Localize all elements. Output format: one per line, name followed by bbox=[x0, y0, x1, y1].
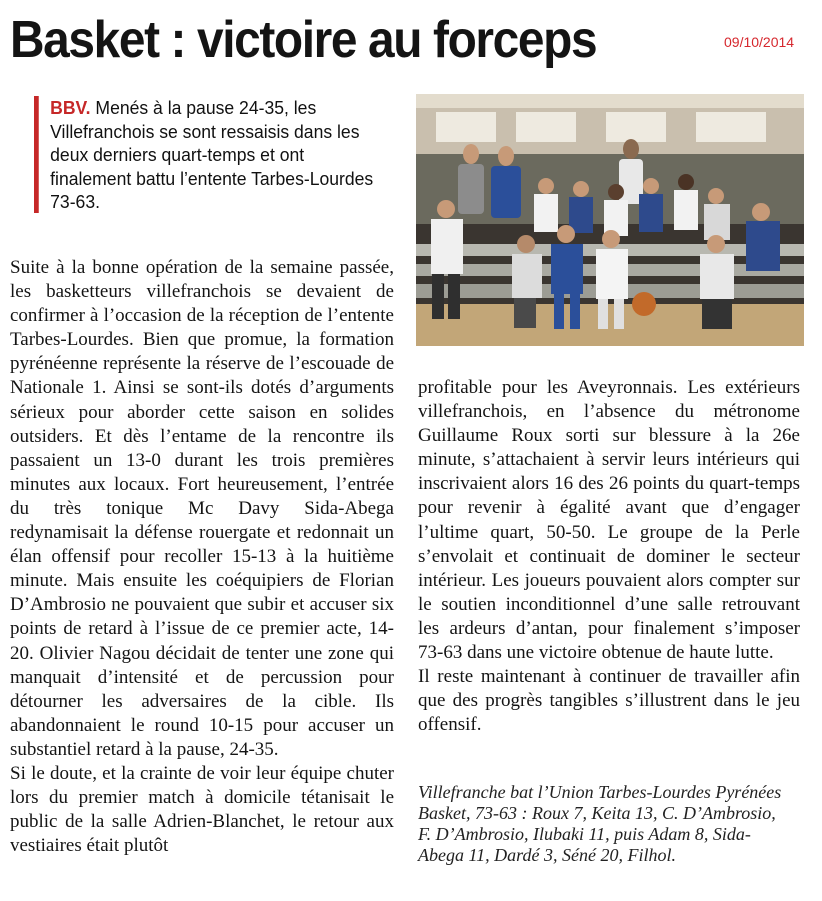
paragraph: Suite à la bonne opération de la semaine passée, les basketteurs villefranchois se devaient de confirmer à l’occasion de la réception de l’entente Tarbes-Lourdes. Bien que promue, la formation pyrénéenne représente la réserve de l’escouade de Nationale 1. Ainsi se sont-ils dotés d’arguments sérieux pour aborder cette saison en solides outsiders. Et dès l’entame de la rencontre ils passaient un 13-0 durant les trois premières minutes aux locaux. Fort heureusement, l’entrée du très tonique Mc Davy Sida-Abega redynamisait la défense rouergate et redonnait un élan offensif pour recoller 15-13 à la huitième minute. Mais ensuite les coéquipiers de Florian D’Ambrosio ne pouvaient que subir et accuser six points de retard à l’issue de ce premier acte, 14-20. Olivier Nagou décidait de tenter une zone qui manquait d’intensité et de percussion pour détourner les adversaires de la cible. Ils abandonnaient le round 10-15 pour accuser un substantiel retard à la pause, 24-35. bbox=[10, 257, 394, 760]
team-photo-image bbox=[416, 94, 804, 346]
article-column-1 bbox=[10, 256, 394, 858]
article-headline: Basket : victoire au forceps bbox=[10, 11, 597, 69]
lede-tag: BBV. bbox=[50, 97, 91, 118]
article-column-2 bbox=[418, 376, 800, 737]
match-result-box: Villefranche bat l’Union Tarbes-Lourdes Pyrénées Basket, 73-63 : Roux 7, Keita 13, C. D’Ambrosio, F. D’Ambrosio, Ilubaki 11, puis Adam 8, Sida-Abega 11, Dardé 3, Séné 20, Filhol. bbox=[418, 782, 782, 865]
article-lede bbox=[34, 96, 389, 213]
paragraph: profitable pour les Aveyronnais. Les extérieurs villefranchois, en l’absence du métronome Guillaume Roux sorti sur blessure à la 26e minute, s’attachaient à servir leurs intérieurs qui inscrivaient alors 16 des 26 points du quart-temps pour revenir à égalité avant que d’engager l’ultime quart, 50-50. Le groupe de la Perle s’envolait et continuait de dominer le secteur intérieur. Les joueurs pouvaient alors compter sur le soutien inconditionnel d’une salle retrouvant les ardeurs d’antan, pour finalement s’imposer 73-63 dans une victoire obtenue de haute lutte. bbox=[418, 377, 800, 664]
article-date: 09/10/2014 bbox=[724, 34, 795, 50]
paragraph: Si le doute, et la crainte de voir leur équipe chuter lors du premier match à domicile tétanisait le public de la salle Adrien-Blanchet, le retour aux vestiaires était plutôt bbox=[10, 762, 394, 857]
team-photo bbox=[416, 94, 804, 346]
lede-text: Menés à la pause 24-35, les Villefranchois se sont ressaisis dans les deux derniers quart-temps et ont finalement battu l’entente Tarbes-Lourdes 73-63. bbox=[50, 97, 374, 212]
paragraph: Il reste maintenant à continuer de travailler afin que des progrès tangibles s’illustrent dans le jeu offensif. bbox=[418, 666, 800, 736]
